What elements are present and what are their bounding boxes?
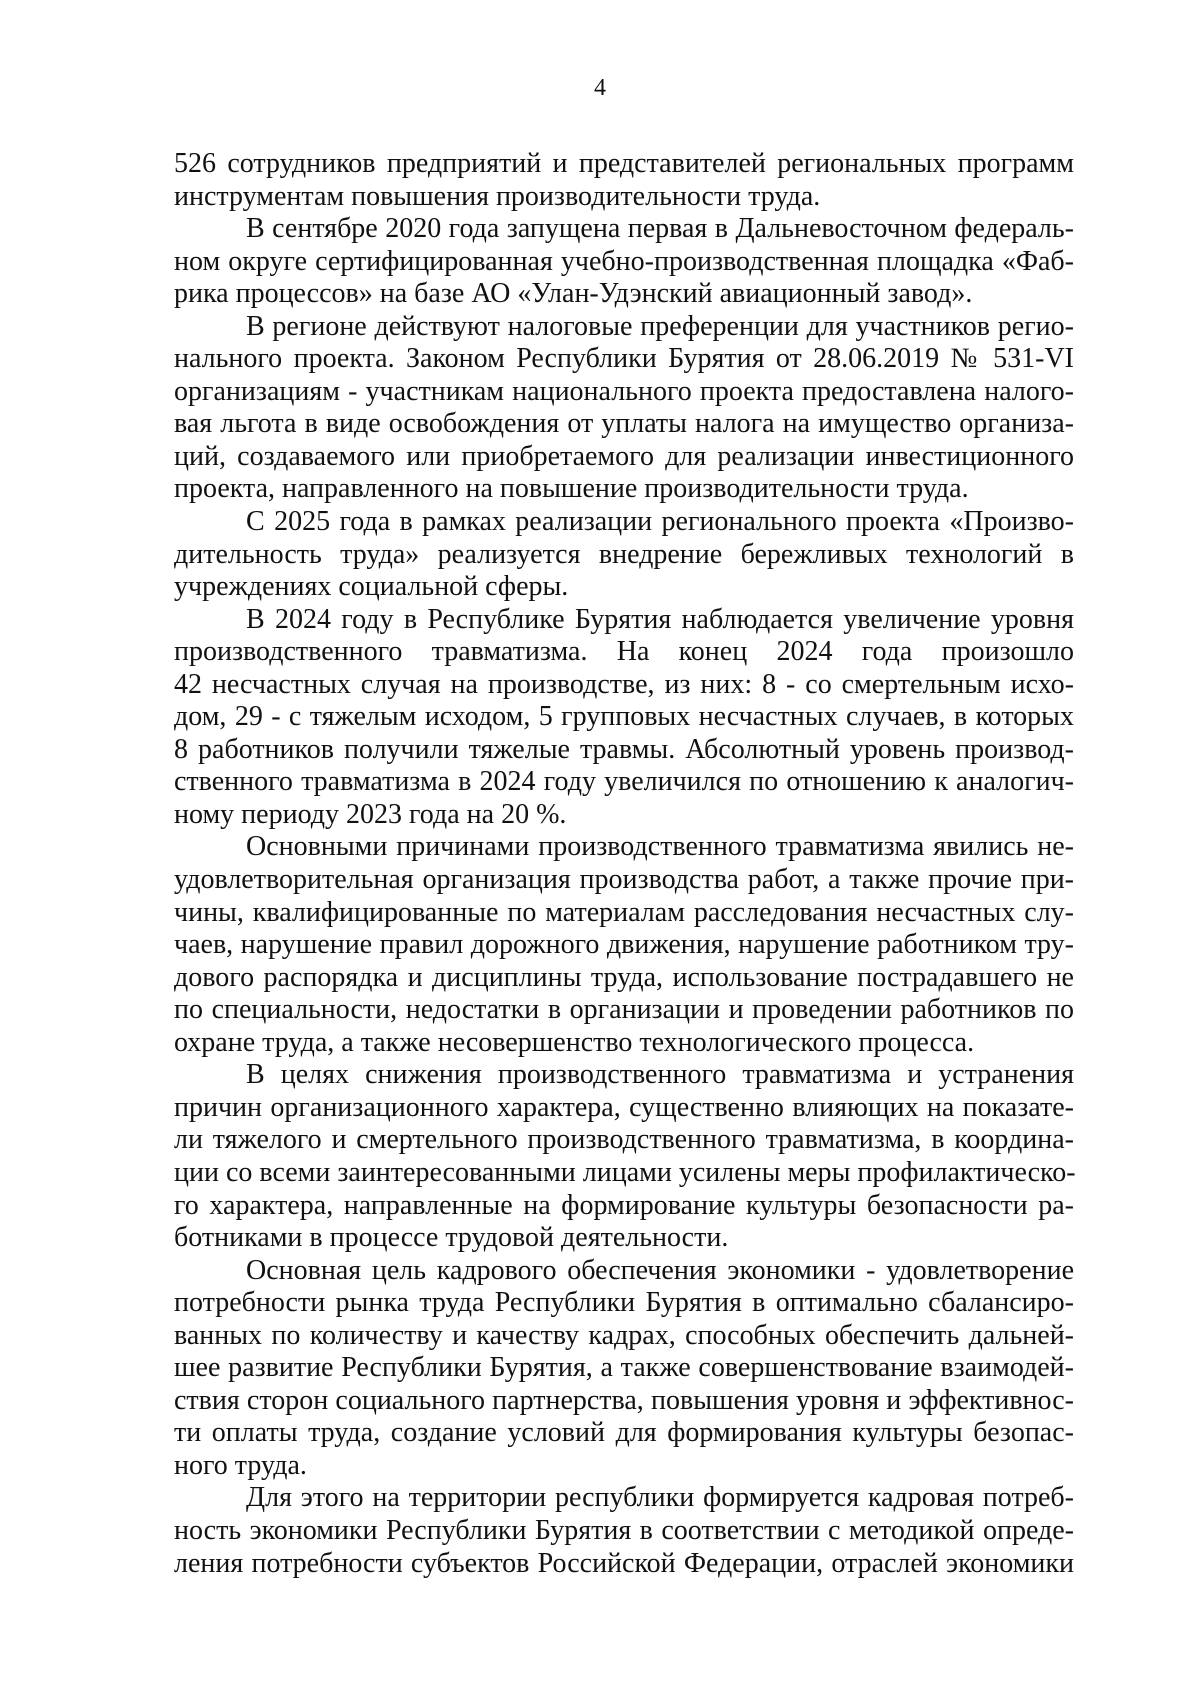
text-line: С 2025 года в рамках реализации регионального проекта «Произво- [246,506,1074,538]
text-line: Основными причинами производственного травматизма явились не- [246,831,1074,863]
text-line: охране труда, а также несовершенство технологического процесса. [174,1026,975,1058]
document-body [174,148,1074,1580]
text-line: рика процессов» на базе АО «Улан-Удэнский авиационный завод». [174,278,973,310]
text-line: ванных по количеству и качеству кадрах, способных обеспечить дальней- [174,1319,1074,1351]
text-line: ного труда. [174,1449,307,1481]
text-line: Для этого на территории республики формируется кадровая потреб- [246,1482,1074,1514]
text-line: ти оплаты труда, создание условий для формирования культуры безопас- [174,1417,1074,1449]
paragraph [174,831,1074,1059]
text-line: учреждениях социальной сферы. [174,571,569,603]
text-line: ном округе сертифицированная учебно-производственная площадка «Фаб- [174,245,1074,277]
text-line: Основная цель кадрового обеспечения экономики - удовлетворение [246,1254,1074,1286]
text-line: дового распорядка и дисциплины труда, использование пострадавшего не [174,961,1074,993]
text-line: по специальности, недостатки в организации и проведении работников по [174,994,1074,1026]
text-line: ность экономики Республики Бурятия в соответствии с методикой опреде- [174,1514,1074,1546]
paragraph [174,311,1074,506]
text-line: дом, 29 - с тяжелым исходом, 5 групповых несчастных случаев, в которых [174,701,1074,733]
text-line: ственного травматизма в 2024 году увеличился по отношению к аналогич- [174,766,1074,798]
text-line: ному периоду 2023 года на 20 %. [174,798,567,830]
text-line: 42 несчастных случая на производстве, из них: 8 - со смертельным исхо- [174,668,1074,700]
text-line: шее развитие Республики Бурятия, а также совершенствование взаимодей- [174,1352,1074,1384]
text-line: причин организационного характера, существенно влияющих на показате- [174,1091,1074,1123]
paragraph [174,1482,1074,1580]
paragraph [174,148,1074,213]
paragraph [174,1255,1074,1483]
text-line: ления потребности субъектов Российской Федерации, отраслей экономики [174,1547,1074,1579]
text-line: удовлетворительная организация производства работ, а также прочие при- [174,864,1074,896]
text-line: ций, создаваемого или приобретаемого для реализации инвестиционного [174,440,1074,472]
text-line: нального проекта. Законом Республики Бурятия от 28.06.2019 № 531-VI [174,343,1074,375]
text-line: ции со всеми заинтересованными лицами усилены меры профилактическо- [174,1156,1076,1188]
text-line: вая льгота в виде освобождения от уплаты налога на имущество организа- [174,408,1074,440]
text-line: чаев, нарушение правил дорожного движения, нарушение работником тру- [174,929,1074,961]
text-line: потребности рынка труда Республики Бурятия в оптимально сбалансиро- [174,1287,1074,1319]
text-line: чины, квалифицированные по материалам расследования несчастных слу- [174,896,1074,928]
text-line: В сентябре 2020 года запущена первая в Дальневосточном федераль- [246,213,1074,245]
text-line: В целях снижения производственного травматизма и устранения [246,1059,1074,1091]
paragraph [174,1059,1074,1254]
text-line: 526 сотрудников предприятий и представителей региональных программ [174,148,1074,179]
text-line: производственного травматизма. На конец 2024 года произошло [174,636,1074,668]
paragraph [174,604,1074,832]
text-line: организациям - участникам национального проекта предоставлена налого- [174,375,1074,407]
text-line: ли тяжелого и смертельного производственного травматизма, в координа- [174,1124,1074,1156]
page-number: 4 [594,75,606,101]
text-line: ствия сторон социального партнерства, повышения уровня и эффективнос- [174,1384,1074,1416]
text-line: ботниками в процессе трудовой деятельности. [174,1222,729,1254]
paragraph [174,213,1074,311]
paragraph [174,506,1074,604]
text-line: инструментам повышения производительности труда. [174,180,821,212]
text-line: го характера, направленные на формирование культуры безопасности ра- [174,1189,1074,1221]
text-line: В 2024 году в Республике Бурятия наблюдается увеличение уровня [246,603,1074,635]
text-line: проекта, направленного на повышение производительности труда. [174,473,969,505]
text-line: В регионе действуют налоговые преференции для участников регио- [246,310,1074,342]
text-line: дительность труда» реализуется внедрение бережливых технологий в [174,538,1074,570]
text-line: 8 работников получили тяжелые травмы. Абсолютный уровень производ- [174,733,1074,765]
